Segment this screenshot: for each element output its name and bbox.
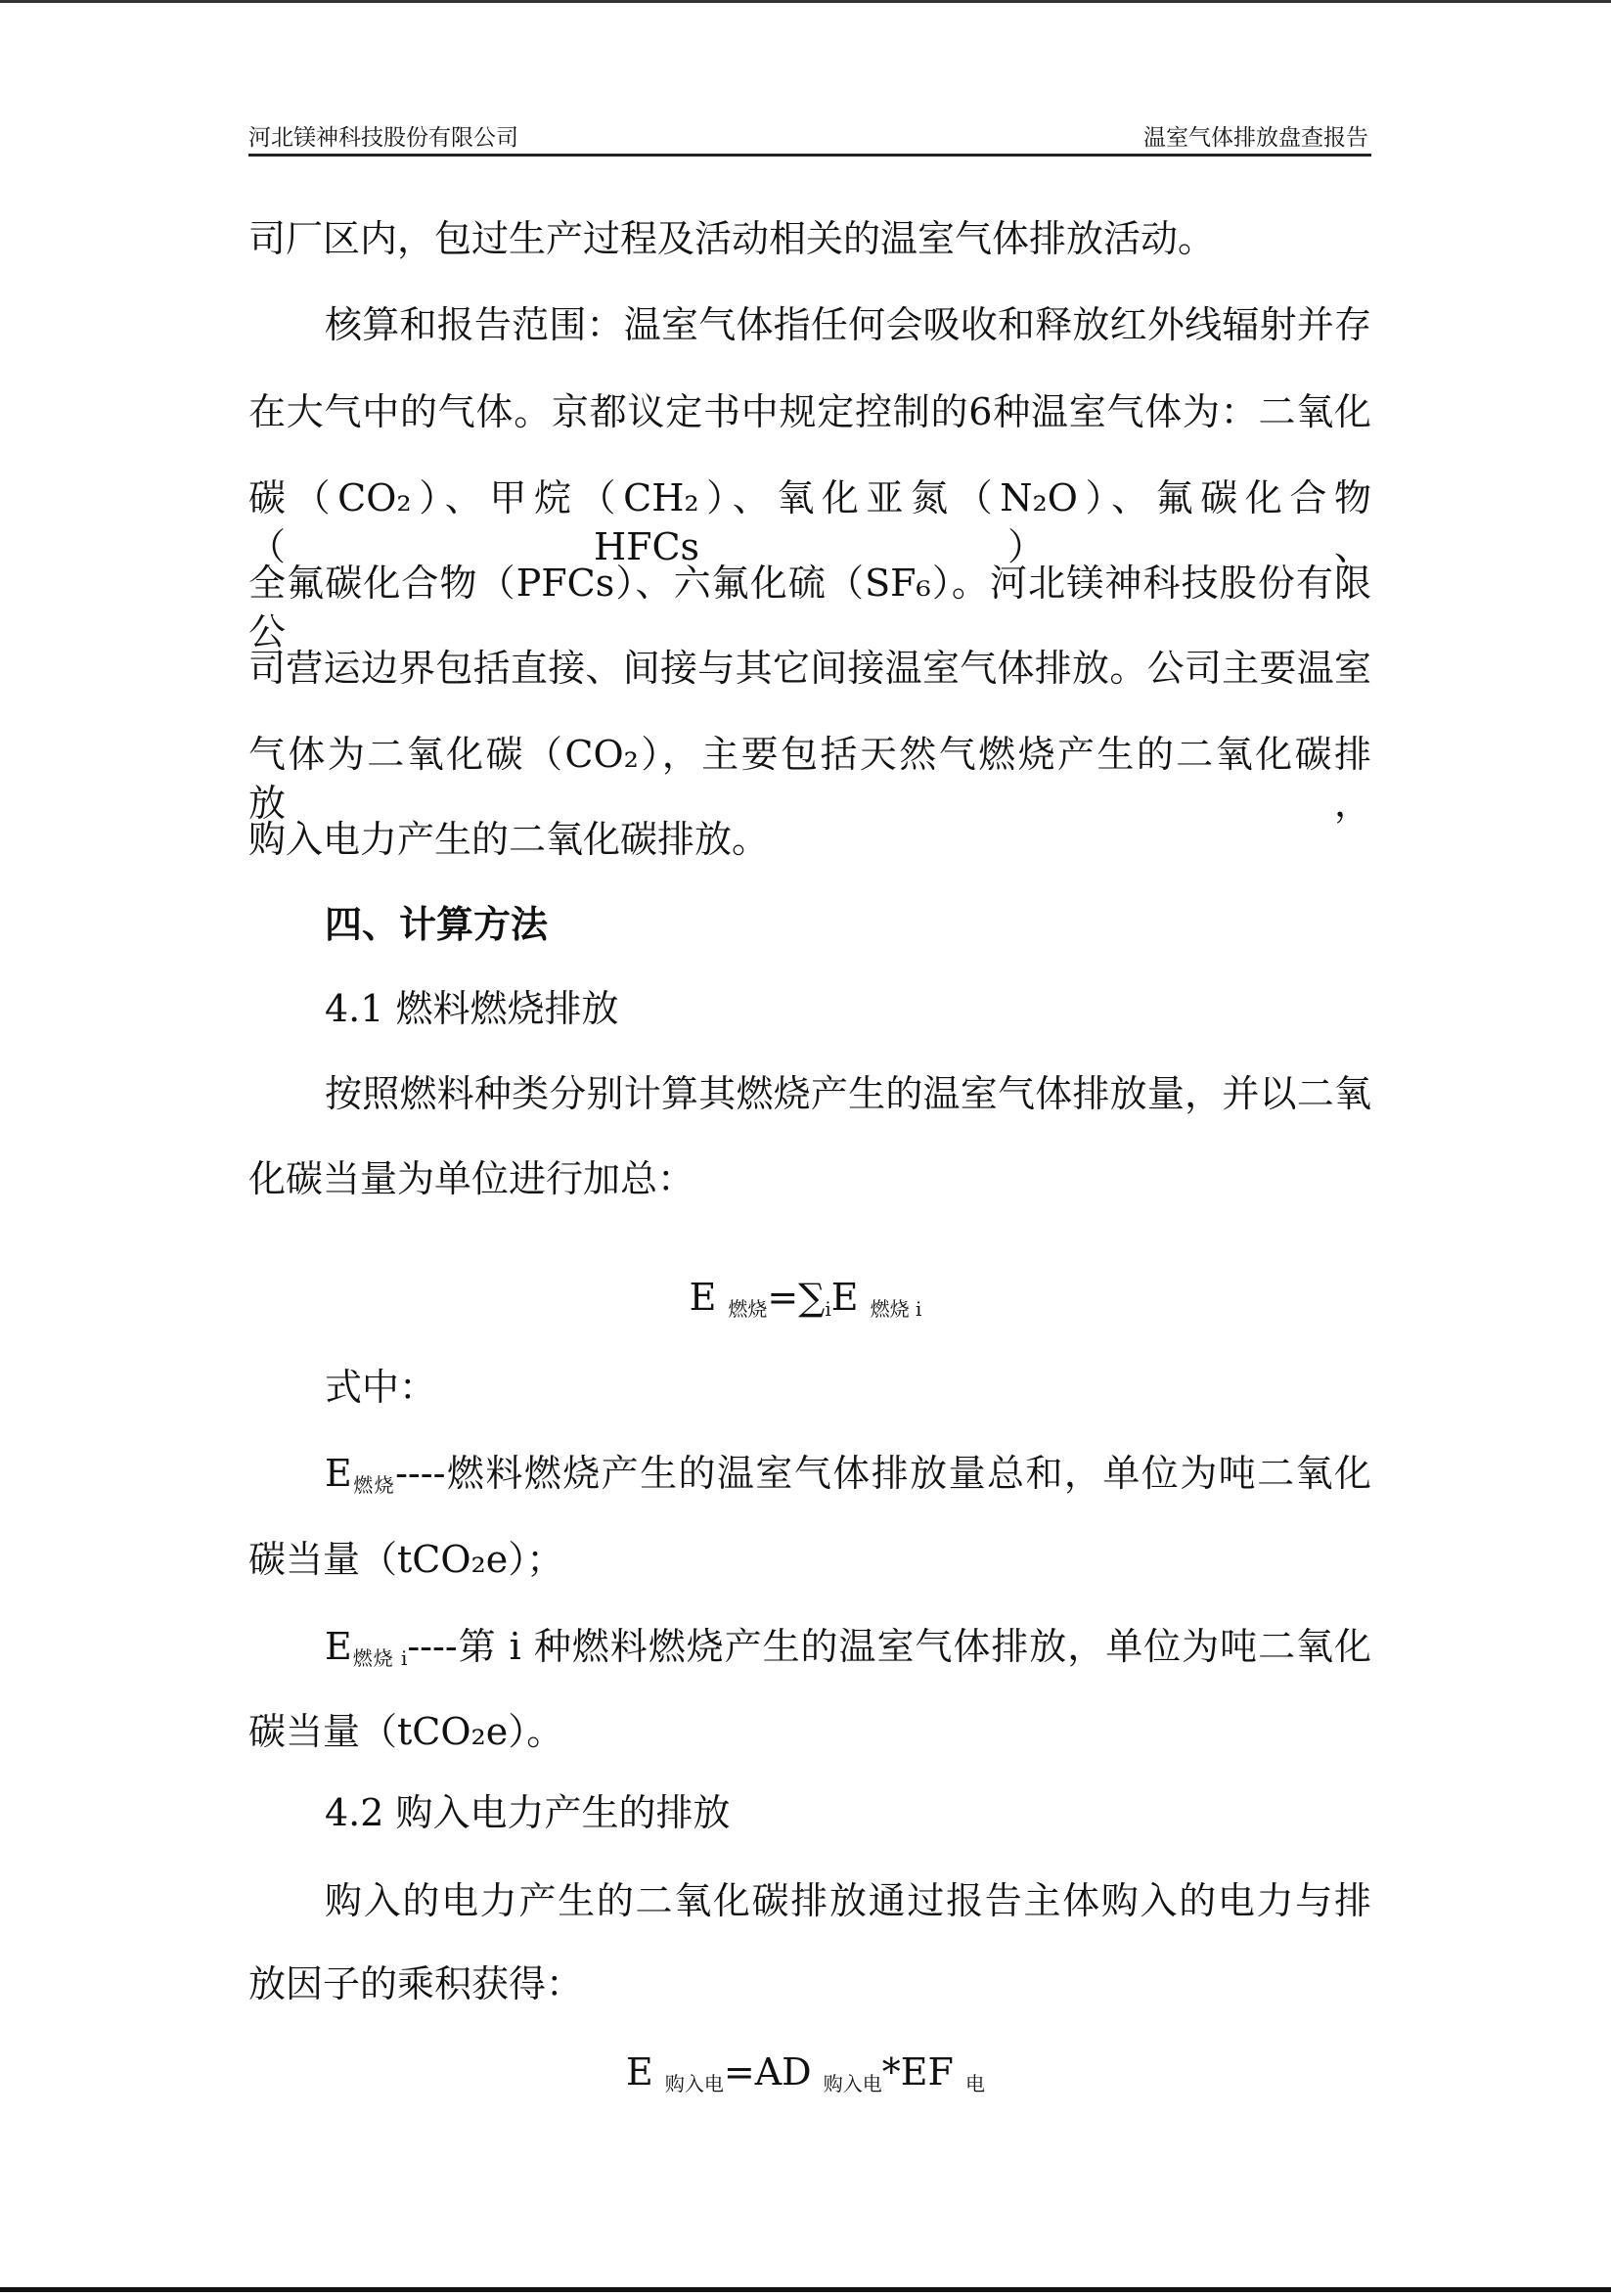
text-line: 碳当量（tCO₂e）； <box>248 1538 564 1581</box>
definition-text: ----第 i 种燃料燃烧产生的温室气体排放，单位为吨二氧化 <box>407 1625 1371 1668</box>
text-line: 司厂区内，包过生产过程及活动相关的温室气体排放活动。 <box>248 217 1216 260</box>
text-line: 在大气中的气体。京都议定书中规定控制的6种温室气体为：二氧化 <box>248 390 1371 433</box>
text-line: 购入的电力产生的二氧化碳排放通过报告主体购入的电力与排 <box>325 1879 1371 1922</box>
header-report-title: 温室气体排放盘查报告 <box>1143 125 1368 151</box>
formula-purchased-electricity <box>0 2048 1611 2108</box>
text-line: 购入电力产生的二氧化碳排放。 <box>248 818 770 861</box>
text-line: 全氟碳化合物（PFCs）、六氟化硫（SF₆）。河北镁神科技股份有限公 <box>248 562 1371 653</box>
definition-line <box>325 1449 1371 1509</box>
scan-bottom-edge <box>0 2287 1611 2292</box>
text-line: 核算和报告范围：温室气体指任何会吸收和释放红外线辐射并存 <box>325 303 1371 346</box>
text-line: 放因子的乘积获得： <box>248 1962 584 2005</box>
definition-text: ----燃料燃烧产生的温室气体排放量总和，单位为吨二氧化 <box>395 1452 1371 1495</box>
definition-subscript: 燃烧 i <box>351 1646 408 1670</box>
formula-subscript: 电 <box>964 2072 985 2095</box>
definition-subscript: 燃烧 <box>351 1473 396 1497</box>
formula-subscript: i <box>825 1297 831 1321</box>
scan-top-edge <box>0 0 1611 3</box>
formula-subscript: 购入电 <box>823 2072 882 2095</box>
formula-symbol: E <box>689 1276 717 1319</box>
formula-symbol: E <box>830 1276 859 1319</box>
text-line: 化碳当量为单位进行加总： <box>248 1157 695 1200</box>
formula-symbol: E <box>626 2050 653 2093</box>
definition-symbol: E <box>325 1625 352 1668</box>
text-line: 气体为二氧化碳（CO₂），主要包括天然气燃烧产生的二氧化碳排放， <box>248 733 1371 825</box>
definition-line <box>325 1622 1371 1683</box>
text-line: 按照燃料种类分别计算其燃烧产生的温室气体排放量，并以二氧 <box>325 1072 1371 1115</box>
formula-subscript: 购入电 <box>664 2072 724 2095</box>
subsection-heading: 4.1 燃料燃烧排放 <box>325 987 619 1030</box>
text-line: 碳当量（tCO₂e）。 <box>248 1710 564 1753</box>
formula-subscript: 燃烧 i <box>870 1297 922 1321</box>
formula-operator: =AD <box>723 2050 812 2093</box>
text-line: 司营运边界包括直接、间接与其它间接温室气体排放。公司主要温室 <box>248 647 1371 690</box>
subsection-heading: 4.2 购入电力产生的排放 <box>325 1791 731 1834</box>
text-line: 碳（CO₂）、甲烷（CH₂）、氧化亚氮（N₂O）、氟碳化合物（HFCs）、 <box>248 476 1371 568</box>
formula-subscript: 燃烧 <box>728 1297 768 1321</box>
header-company: 河北镁神科技股份有限公司 <box>248 125 518 151</box>
formula-operator: =∑ <box>767 1276 826 1319</box>
header-divider <box>248 154 1371 157</box>
section-heading: 四、计算方法 <box>325 902 549 946</box>
text-line: 式中： <box>325 1366 437 1409</box>
formula-fuel-combustion <box>0 1273 1611 1333</box>
formula-operator: *EF <box>881 2050 954 2093</box>
definition-symbol: E <box>325 1452 352 1495</box>
